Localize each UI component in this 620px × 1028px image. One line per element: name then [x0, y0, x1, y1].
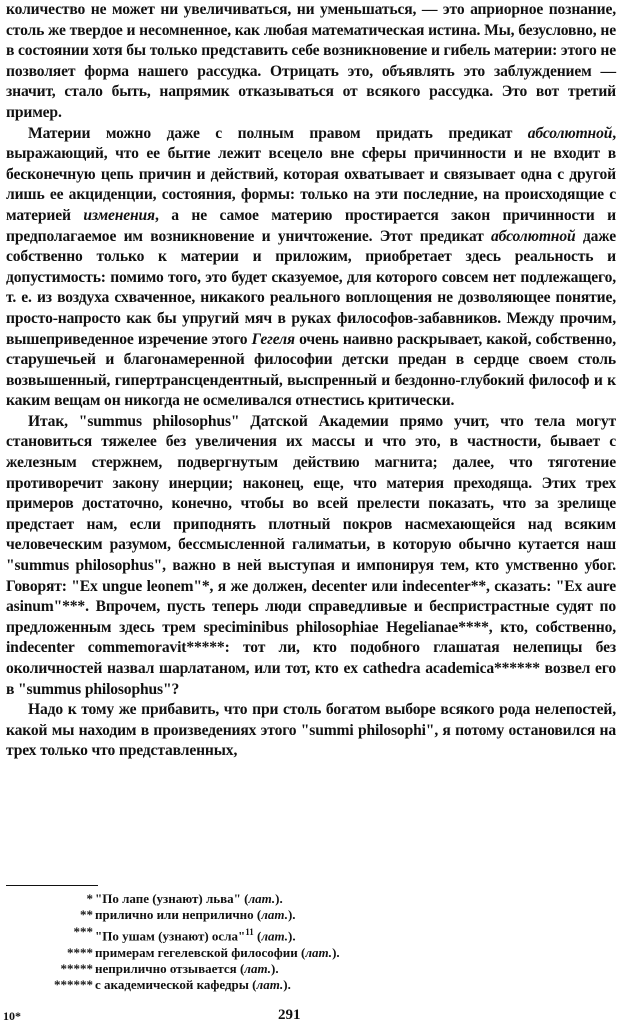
footnote-mark: ******	[54, 977, 93, 993]
signature-mark: 10*	[3, 1009, 21, 1023]
text-run: "По ушам (узнают) осла"	[95, 928, 246, 944]
footnote	[0, 945, 620, 961]
italic-run: лат.	[261, 928, 289, 944]
text-run: ).	[288, 928, 296, 944]
italic-run: Гегеля	[251, 330, 295, 348]
italic-run: абсолютной	[527, 124, 613, 142]
text-run: , а не самое материю простирается закон причинности и предполагаемое им возникновение и уничтожение. Этот предикат	[6, 206, 616, 245]
text-run: ).	[287, 907, 296, 923]
main-text	[6, 0, 616, 762]
text-run: Материи можно даже с полным правом придать предикат	[28, 124, 528, 142]
text-run: с академической кафедры (	[95, 977, 257, 993]
text-run: очень наивно раскрывает, какой, собственно, старушечьей и благонамеренной философии детски предан в сердце своем столь возвышенный, гипертрансцендентный, выспренный и бездонно-глубокий философ и к каким вещам он никогда не осмеливался отнестись критически.	[6, 330, 616, 410]
footnote	[0, 907, 620, 923]
text-run: ).	[275, 891, 283, 906]
footnote-text	[93, 961, 279, 977]
text-run: ).	[283, 977, 291, 993]
footnote-mark: **	[80, 907, 93, 923]
footnotes	[0, 891, 620, 994]
footnote-mark: ****	[67, 944, 93, 960]
footnote-text	[93, 907, 296, 923]
paragraph	[6, 0, 616, 124]
text-run: ).	[271, 960, 279, 976]
text-run: даже собственно только к материи и приложим, приобретает здесь реальность и допустимость: помимо того, это будет сказуемое, для которого совсем нет подлежащего, т. е. из воздуха схваченное, никакого реального воплощения не дозволяющее понятие, просто-напросто как бы упругий мяч в руках философов-забавников. Между прочим, вышеприведенное изречение этого	[6, 227, 616, 348]
footnote-text	[93, 891, 283, 907]
text-run: "По лапе (узнают) льва" (	[95, 891, 249, 906]
footnote	[0, 891, 620, 907]
footnote-divider	[6, 885, 98, 886]
footnote	[0, 977, 620, 993]
page-number: 291	[278, 1007, 301, 1023]
footnote-text	[93, 945, 340, 961]
text-run: количество не может ни увеличиваться, ни уменьшаться, — это априорное познание, столь же твердое и несомненное, как любая математическая истина. Мы, безусловно, не в состоянии хотя бы только представить себе возникновение и гибель материи: этого не позволяет форма нашего рассудка. Отрицать это, объявлять это заблуждением — значит, стало быть, напрямик отказываться от всякого рассудка. Это вот третий пример.	[6, 1, 616, 121]
footnote-mark: *****	[60, 960, 93, 976]
text-run: , выражающий, что ее бытие лежит всецело вне сферы причинности и не входит в бесконечную цепь причин и действий, которая охватывает и связывает одна с другой лишь ее акциденции, состояния, формы: только на эти последние, на происходящие с материей	[6, 124, 616, 224]
footnote	[0, 961, 620, 977]
italic-run: лат.	[256, 977, 284, 993]
italic-run: лат.	[248, 891, 276, 906]
italic-run: лат.	[244, 960, 271, 976]
text-run: ).	[332, 944, 340, 960]
italic-run: лат.	[261, 907, 288, 923]
footnote-text	[93, 977, 291, 993]
paragraph	[6, 700, 616, 762]
italic-run: лат.	[305, 944, 333, 960]
text-run: примерам гегелевской философии (	[95, 944, 306, 960]
paragraph	[6, 412, 616, 700]
paragraph	[6, 124, 616, 412]
text-run: прилично или неприлично (	[95, 907, 262, 923]
text-run: Надо к тому же прибавить, что при столь богатом выборе всякого рода нелепостей, какой мы находим в произведениях этого "summi philosophi", я потому остановился на трех только что представленных,	[6, 701, 616, 760]
text-run: (	[253, 928, 262, 944]
italic-run: абсолютной	[491, 227, 576, 245]
text-run: Итак, "summus philosophus" Датской Академии прямо учит, что тела могут становиться тяжелее без увеличения их массы и что это, в частности, бывает с железным стержнем, подвергнутым действию магнита; далее, что тяготение противоречит закону инерции; наконец, еще, что материя преходяща. Этих трех примеров достаточно, конечно, чтобы во всей прелести показать, что за зрелище предстает нам, если приподнять плотный покров насмехающейся над всяким человеческим разумом, бессмысленной галиматьи, в которую обычно кутается наш "summus philosophus", важно в ней выступая и импонируя тем, кто умственно убог. Говорят: "Ex ungue leonem"*, я же должен, decenter или indecenter**, сказать: "Ex aure asinum"***. Впрочем, пусть теперь люди справедливые и беспристрастные судят по предложенным здесь трем speciminibus philosophiae Hegelianae****, кто, собственно, indecenter commemoravit*****: тот ли, кто подобного глашатая нелепицы без околичностей назвал шарлатаном, или тот, кто ex cathedra academica****** возвел его в "summus philosophus"?	[6, 412, 616, 698]
text-run: неприлично отзывается (	[95, 960, 245, 976]
footnote-mark: *	[86, 891, 93, 906]
footnote-mark: ***	[73, 923, 93, 939]
footnote-ref: 11	[245, 926, 254, 937]
footnote	[0, 924, 620, 945]
footnote-text	[93, 924, 296, 945]
italic-run: изменения	[83, 206, 155, 224]
